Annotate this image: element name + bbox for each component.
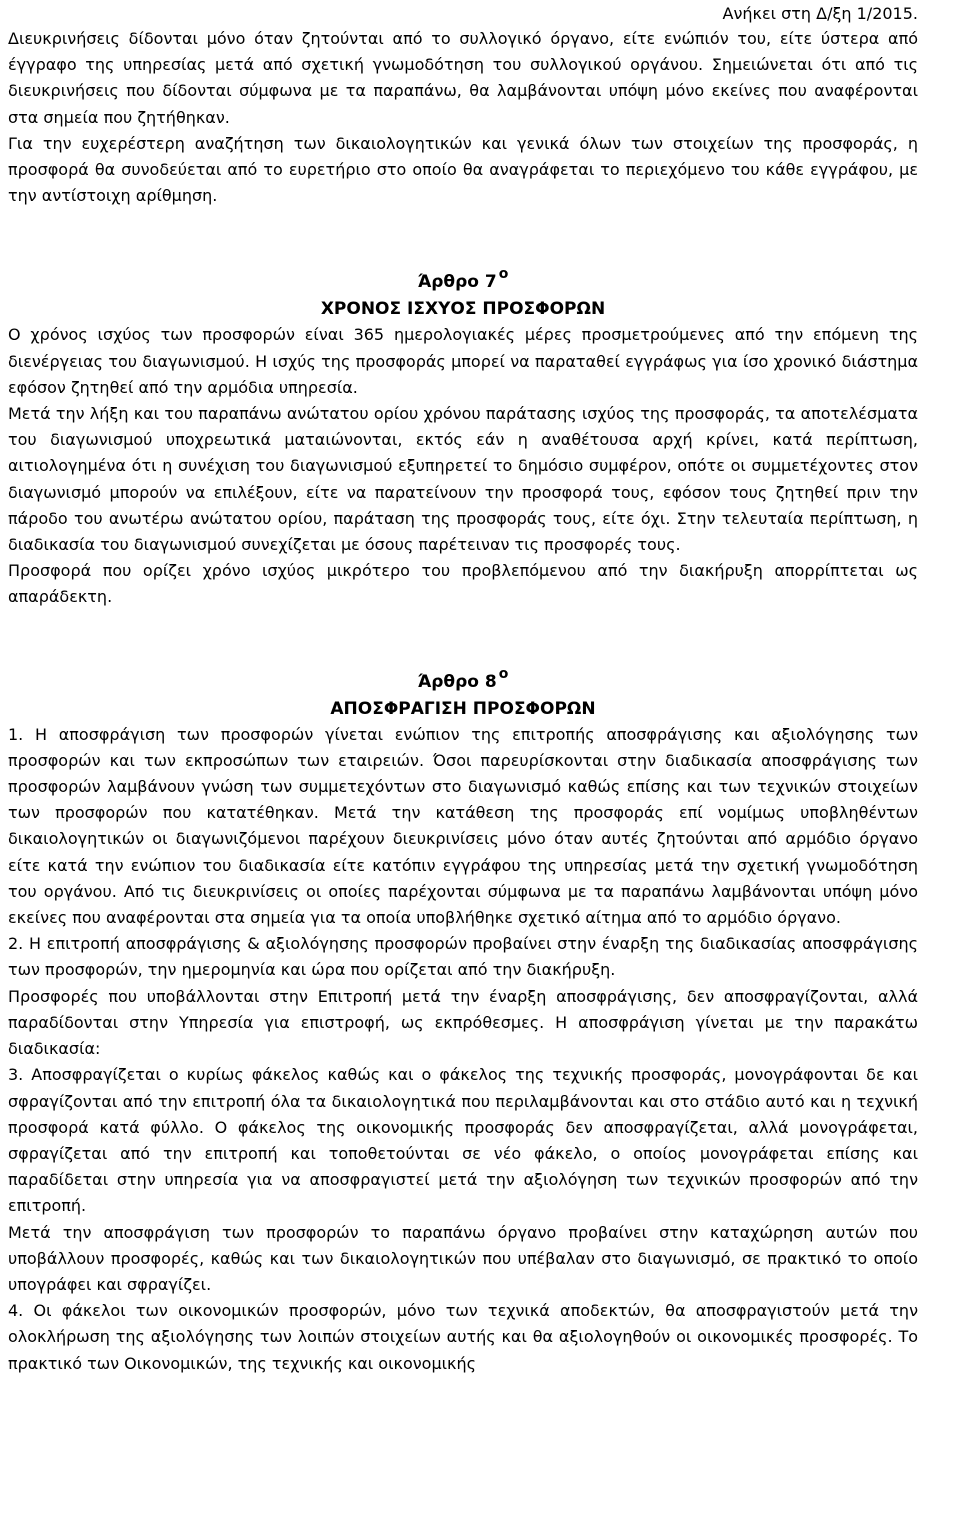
article-8-paragraph-1: 1. Η αποσφράγιση των προσφορών γίνεται ενώπιον της επιτροπής αποσφράγισης και αξιολόγησης των προσφορών και των εκπροσώπων των εταιρειών. Όσοι παρευρίσκονται στην διαδικασία αποσφράγισης των προσφορών λαμβάνουν γνώση των συμμετεχόντων στο διαγωνισμό καθώς επίσης και των τεχνικών στοιχείων των προσφορών που κατατέθηκαν. Μετά την κατάθεση της προσφοράς επί νομίμως υποβληθέντων δικαιολογητικών οι διαγωνιζόμενοι παρέχουν διευκρινίσεις μόνο όταν αυτές ζητούνται από αρμόδιο όργανο είτε κατά την ενώπιον του διαδικασία είτε κατόπιν εγγράφου της υπηρεσίας μετά την σχετική γνωμοδότηση του οργάνου. Από τις διευκρινίσεις οι οποίες παρέχονται σύμφωνα με τα παραπάνω λαμβάνονται υπόψη μόνο εκείνες που αναφέρονται στα σημεία για τα οποία υποβλήθηκε σχετικό αίτημα από το αρμόδιο όργανο. [8, 724, 918, 928]
article-7-heading [8, 266, 918, 296]
intro-section [8, 26, 918, 209]
article-7-paragraph-rejection: Προσφορά που ορίζει χρόνο ισχύος μικρότερο του προβλεπόμενου από την διακήρυξη απορρίπτεται ως απαράδεκτη. [8, 561, 918, 607]
article-8-paragraph-4: 4. Οι φάκελοι των οικονομικών προσφορών, μόνο των τεχνικά αποδεκτών, θα αποσφραγιστούν μετά την ολοκλήρωση της αξιολόγησης των λοιπών στοιχείων αυτής και θα αξιολογηθούν οι οικονομικές προσφορές. Το πρακτικό των Οικονομικών, της τεχνικής και οικονομικής [8, 1301, 918, 1373]
article-8-paragraph-late-offers: Προσφορές που υποβάλλονται στην Επιτροπή μετά την έναρξη αποσφράγισης, δεν αποσφραγίζονται, αλλά παραδίδονται στην Υπηρεσία για επιστροφή, ως εκπρόθεσμες. Η αποσφράγιση γίνεται με την παρακάτω διαδικασία: [8, 986, 918, 1059]
section-spacer [8, 611, 918, 669]
article-7-paragraph-validity: Ο χρόνος ισχύος των προσφορών είναι 365 ημερολογιακές μέρες προσμετρούμενες από την επόμενη της διενέργειας του διαγωνισμού. Η ισχύς της προσφοράς μπορεί να παραταθεί εγγράφως για ίσο χρονικό διάστημα εφόσον ζητηθεί από την αρμόδια υπηρεσία. [8, 325, 918, 397]
article-7-section [8, 266, 918, 610]
article-7-title: ΧΡΟΝΟΣ ΙΣΧΥΟΣ ΠΡΟΣΦΟΡΩΝ [320, 299, 606, 320]
intro-paragraph-index: Για την ευχερέστερη αναζήτηση των δικαιολογητικών και γενικά όλων των στοιχείων της προσφοράς, η προσφορά θα συνοδεύεται από το ευρετήριο στο οποίο θα αναγράφεται το περιεχόμενο του κάθε εγγράφου, με την αντίστοιχη αρίθμηση. [8, 133, 918, 206]
article-7-ordinal-sup: ο [498, 266, 509, 283]
article-8-heading-text: Άρθρο 8 [417, 671, 497, 692]
article-7-heading-text: Άρθρο 7 [417, 272, 497, 293]
document-page [8, 0, 918, 1377]
intro-paragraph-clarifications: Διευκρινήσεις δίδονται μόνο όταν ζητούνται από το συλλογικό όργανο, είτε ενώπιόν του, είτε ύστερα από έγγραφο της υπηρεσίας μετά από σχετική γνωμοδότηση του συλλογικού οργάνου. Σημειώνεται ότι από τις διευκρινήσεις που δίδονται σύμφωνα με τα παραπάνω, θα λαμβάνονται υπόψη μόνο εκείνες που αναφέρονται στα σημεία που ζητήθηκαν. [8, 29, 918, 127]
article-8-paragraph-record: Μετά την αποσφράγιση των προσφορών το παραπάνω όργανο προβαίνει στην καταχώρηση αυτών που υποβάλλουν προσφορές, καθώς και των δικαιολογητικών που υπέβαλαν στο διαγωνισμό, σε πρακτικό το οποίο υπογράφει και σφραγίζει. [8, 1222, 918, 1294]
article-8-paragraph-3: 3. Αποσφραγίζεται ο κυρίως φάκελος καθώς και ο φάκελος της τεχνικής προσφοράς, μονογράφονται δε και σφραγίζονται από την επιτροπή όλα τα δικαιολογητικά που περιλαμβάνονται και στο στάδιο αυτό και η τεχνική προσφορά κατά φύλλο. Ο φάκελος της οικονομικής προσφοράς δεν αποσφραγίζεται, αλλά μονογράφεται, σφραγίζεται από την επιτροπή και τοποθετούνται σε νέο φάκελο, ο οποίος μονογράφεται επίσης και παραδίδεται στην υπηρεσία για να αποσφραγιστεί μετά την αξιολόγηση των τεχνικών προσφορών από την επιτροπή. [8, 1065, 918, 1216]
section-spacer [8, 209, 918, 269]
article-7-paragraph-expiry: Μετά την λήξη και του παραπάνω ανώτατου ορίου χρόνου παράτασης ισχύος της προσφοράς, τα αποτελέσματα του διαγωνισμού υποχρεωτικά ματαιώνονται, εκτός εάν η αναθέτουσα αρχή κρίνει, κατά περίπτωση, αιτιολογημένα ότι η συνέχιση του διαγωνισμού εξυπηρετεί το δημόσιο συμφέρον, οπότε οι συμμετέχοντες στον διαγωνισμό μπορούν να επιλέξουν, είτε να παρατείνουν την προσφορά τους, εφόσον τους ζητηθεί πριν την πάροδο του ανωτέρω ανώτατου ορίου, παράταση της προσφοράς τους, είτε όχι. Στην τελευταία περίπτωση, η διαδικασία του διαγωνισμού συνεχίζεται με όσους παρέτειναν τις προσφορές τους. [8, 404, 918, 555]
article-8-ordinal-sup: ο [498, 665, 509, 682]
article-8-title: ΑΠΟΣΦΡΑΓΙΣΗ ΠΡΟΣΦΟΡΩΝ [330, 698, 596, 719]
article-8-paragraph-2: 2. Η επιτροπή αποσφράγισης & αξιολόγησης προσφορών προβαίνει στην έναρξη της διαδικασίας αποσφράγισης των προσφορών, την ημερομηνία και ώρα που ορίζεται από την διακήρυξη. [8, 934, 918, 980]
article-8-heading [8, 665, 918, 696]
article-8-section [8, 665, 918, 1377]
document-reference-note: Ανήκει στη Δ/ξη 1/2015. [722, 4, 918, 23]
